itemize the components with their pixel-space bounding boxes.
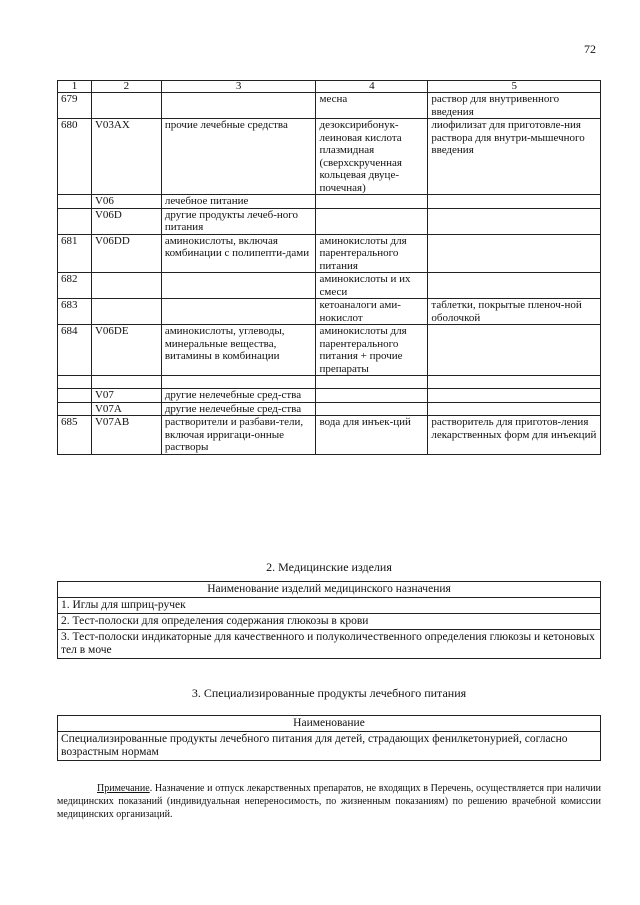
- table-cell: [58, 195, 92, 209]
- table-row: [58, 273, 601, 299]
- table-row: [58, 93, 601, 119]
- table-cell: [161, 273, 316, 299]
- drug-table: [57, 80, 601, 455]
- table-cell: [58, 208, 92, 234]
- table-cell: [58, 402, 92, 416]
- table-cell: [91, 273, 161, 299]
- table-row: [58, 195, 601, 209]
- table-row: [58, 208, 601, 234]
- table-cell: аминокислоты, углеводы, минеральные вещества, витамины в комбинации: [161, 325, 316, 376]
- table-cell: [316, 376, 428, 389]
- table-cell: кетоаналоги ами-нокислот: [316, 299, 428, 325]
- table-cell: [428, 273, 601, 299]
- column-header: 3: [161, 81, 316, 93]
- table-cell: V06DE: [91, 325, 161, 376]
- table-cell: [161, 93, 316, 119]
- table-cell: другие нелечебные сред-ства: [161, 402, 316, 416]
- table-row: [58, 119, 601, 195]
- table-cell: другие продукты лечеб-ного питания: [161, 208, 316, 234]
- table-cell: [161, 376, 316, 389]
- table-cell: V06DD: [91, 234, 161, 273]
- table-cell: прочие лечебные средства: [161, 119, 316, 195]
- table-row: [58, 416, 601, 455]
- table-cell: лечебное питание: [161, 195, 316, 209]
- table-cell: [428, 208, 601, 234]
- table-cell: 682: [58, 273, 92, 299]
- footnote: [57, 782, 601, 821]
- table-cell: [58, 376, 92, 389]
- table-cell: другие нелечебные сред-ства: [161, 389, 316, 403]
- footnote-text: . Назначение и отпуск лекарственных препаратов, не входящих в Перечень, осуществляется при наличии медицинских показаний (индивидуальная непереносимость, по жизненным показаниям) по решению врачебной комиссии медицинских организаций.: [57, 783, 601, 820]
- table-cell: 685: [58, 416, 92, 455]
- column-header: 5: [428, 81, 601, 93]
- table-cell: таблетки, покрытые пленоч-ной оболочкой: [428, 299, 601, 325]
- devices-header: Наименование изделий медицинского назначения: [58, 582, 601, 598]
- table-cell: V07: [91, 389, 161, 403]
- table-cell: лиофилизат для приготовле-ния раствора для внутри-мышечного введения: [428, 119, 601, 195]
- table-cell: [91, 93, 161, 119]
- table-cell: [91, 376, 161, 389]
- table-cell: V06: [91, 195, 161, 209]
- table-row: [58, 299, 601, 325]
- table-cell: 680: [58, 119, 92, 195]
- table-cell: 681: [58, 234, 92, 273]
- table-cell: вода для инъек-ций: [316, 416, 428, 455]
- table-cell: раствор для внутривенного введения: [428, 93, 601, 119]
- column-header: 1: [58, 81, 92, 93]
- table-row: [58, 325, 601, 376]
- devices-row: 3. Тест-полоски индикаторные для качественного и полуколичественного определения глюкозы и кетоновых тел в моче: [58, 630, 601, 659]
- table-cell: V07A: [91, 402, 161, 416]
- drug-table-body: [58, 81, 601, 455]
- page-number: 72: [584, 42, 596, 56]
- table-cell: 679: [58, 93, 92, 119]
- table-cell: [428, 402, 601, 416]
- table-cell: [428, 234, 601, 273]
- table-cell: аминокислоты и их смеси: [316, 273, 428, 299]
- table-row: [58, 234, 601, 273]
- table-cell: [316, 402, 428, 416]
- table-cell: [58, 389, 92, 403]
- table-cell: [91, 299, 161, 325]
- table-cell: аминокислоты для парентерального питания + прочие препараты: [316, 325, 428, 376]
- column-header: 4: [316, 81, 428, 93]
- table-cell: [316, 208, 428, 234]
- table-cell: растворители и разбави-тели, включая ирригаци-онные растворы: [161, 416, 316, 455]
- table-cell: растворитель для приготов-ления лекарственных форм для инъекций: [428, 416, 601, 455]
- column-header: 2: [91, 81, 161, 93]
- table-cell: [428, 325, 601, 376]
- table-row: [58, 402, 601, 416]
- table-cell: дезоксирибонук-леиновая кислота плазмидная (сверхскрученная кольцевая двуце-почечная): [316, 119, 428, 195]
- devices-row: 2. Тест-полоски для определения содержания глюкозы в крови: [58, 614, 601, 630]
- section-3-title: 3. Специализированные продукты лечебного питания: [191, 686, 467, 700]
- table-cell: [316, 389, 428, 403]
- table-row: [58, 389, 601, 403]
- table-cell: аминокислоты для парентерального питания: [316, 234, 428, 273]
- table-cell: [428, 195, 601, 209]
- footnote-label: Примечание: [97, 783, 150, 794]
- table-cell: месна: [316, 93, 428, 119]
- devices-row: 1. Иглы для шприц-ручек: [58, 598, 601, 614]
- table-cell: 684: [58, 325, 92, 376]
- table-cell: V06D: [91, 208, 161, 234]
- table-cell: V07AB: [91, 416, 161, 455]
- nutrition-header: Наименование: [58, 716, 601, 732]
- table-cell: V03AX: [91, 119, 161, 195]
- table-cell: [161, 299, 316, 325]
- table-cell: 683: [58, 299, 92, 325]
- table-row: [58, 376, 601, 389]
- table-cell: [428, 376, 601, 389]
- table-cell: [316, 195, 428, 209]
- table-cell: [428, 389, 601, 403]
- nutrition-table: [57, 715, 601, 761]
- medical-devices-table: [57, 581, 601, 659]
- table-cell: аминокислоты, включая комбинации с полипепти-дами: [161, 234, 316, 273]
- table-header-row: [58, 81, 601, 93]
- section-2-title: 2. Медицинские изделия: [266, 560, 392, 574]
- nutrition-row: Специализированные продукты лечебного питания для детей, страдающих фенилкетонурией, согласно возрастным нормам: [58, 732, 601, 761]
